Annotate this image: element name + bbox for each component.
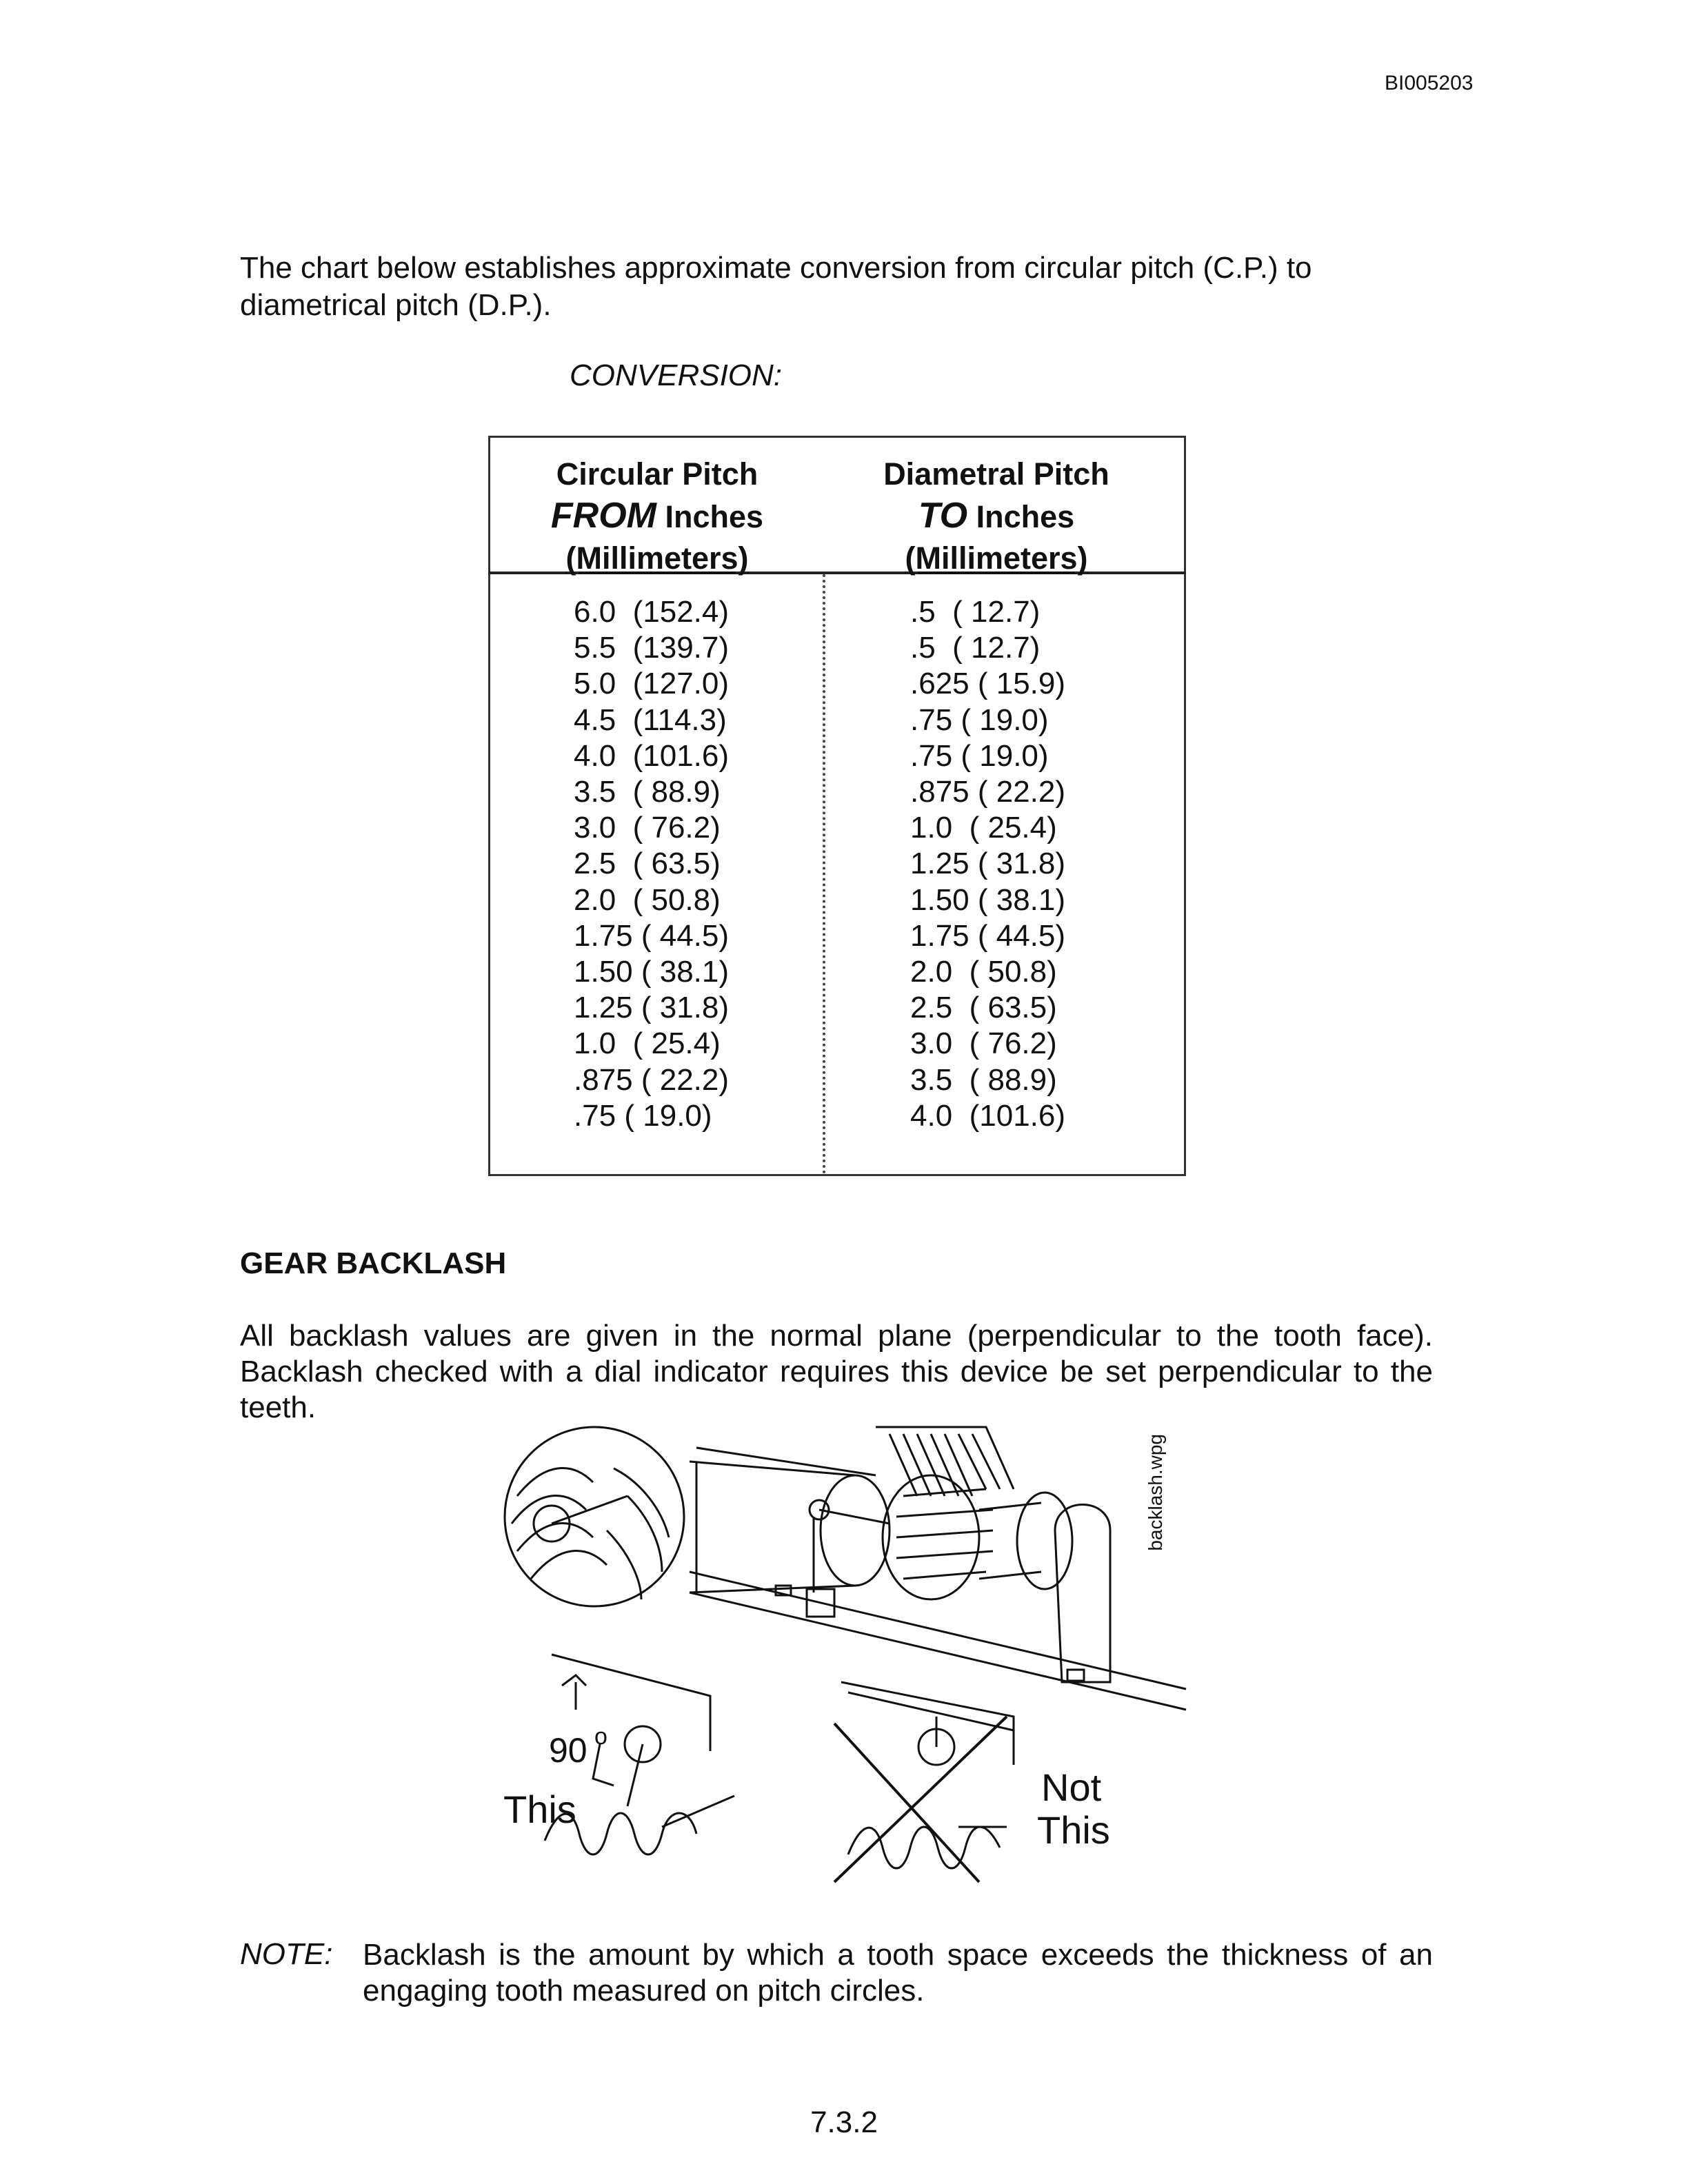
conversion-title <box>0 358 1688 393</box>
cp-cell: 4.0 (101.6) <box>574 738 730 773</box>
inset-circle <box>505 1427 684 1606</box>
circular-pitch-column <box>574 594 729 1134</box>
pinion-gear <box>883 1475 1072 1599</box>
bearing-block <box>1055 1505 1110 1683</box>
conversion-title-text: CONVERSION: <box>569 358 783 392</box>
dp-cell: 1.25 ( 31.8) <box>910 847 1066 881</box>
figure-caption: backlash.wpg <box>1145 1434 1166 1551</box>
correct-label: This <box>503 1788 576 1831</box>
cp-cell: 1.75 ( 44.5) <box>574 918 730 953</box>
dial-stand <box>776 1500 890 1617</box>
section-title: GEAR BACKLASH <box>240 1246 507 1280</box>
header-diametral-pitch <box>827 454 1165 579</box>
cp-cell: 5.0 (127.0) <box>574 667 730 701</box>
page-number: 7.3.2 <box>810 2105 878 2139</box>
cp-cell: 1.0 ( 25.4) <box>574 1027 721 1061</box>
header-right-line1: Diametral Pitch <box>883 456 1109 492</box>
cp-cell: 3.0 ( 76.2) <box>574 811 721 845</box>
header-circular-pitch <box>488 454 826 579</box>
header-left-line3: (Millimeters) <box>565 540 749 576</box>
angle-value-label: 90 <box>549 1731 587 1770</box>
cp-cell: 2.0 ( 50.8) <box>574 882 721 917</box>
incorrect-label-line1: Not <box>1041 1766 1102 1809</box>
note-label: NOTE: <box>240 1937 333 1971</box>
dp-cell: .75 ( 19.0) <box>910 702 1049 737</box>
cp-cell: 4.5 (114.3) <box>574 702 727 737</box>
dp-cell: .75 ( 19.0) <box>910 738 1049 773</box>
header-left-line2 <box>488 495 826 538</box>
cp-cell: 3.5 ( 88.9) <box>574 775 721 809</box>
shaft-housing <box>821 1475 890 1586</box>
dp-cell: 1.50 ( 38.1) <box>910 882 1066 917</box>
dp-cell: 1.75 ( 44.5) <box>910 918 1066 953</box>
header-left-line1: Circular Pitch <box>556 456 758 492</box>
dp-cell: .5 ( 12.7) <box>910 595 1041 629</box>
dp-cell: 3.0 ( 76.2) <box>910 1027 1057 1061</box>
dp-cell: 1.0 ( 25.4) <box>910 811 1057 845</box>
diametral-pitch-column <box>910 594 1065 1134</box>
incorrect-detail <box>834 1682 1014 1882</box>
dp-cell: 2.0 ( 50.8) <box>910 955 1057 989</box>
dp-cell: 4.0 (101.6) <box>910 1098 1066 1133</box>
cp-cell: 1.25 ( 31.8) <box>574 991 730 1025</box>
cp-cell: .75 ( 19.0) <box>574 1098 712 1133</box>
header-right-inches: Inches <box>967 499 1075 534</box>
table-column-divider <box>823 574 825 1174</box>
cp-cell: 1.50 ( 38.1) <box>574 955 730 989</box>
cp-cell: 2.5 ( 63.5) <box>574 847 721 881</box>
dp-cell: 2.5 ( 63.5) <box>910 991 1057 1025</box>
header-right-line3: (Millimeters) <box>905 540 1088 576</box>
angle-degree-label: o <box>594 1723 607 1750</box>
cp-cell: 5.5 (139.7) <box>574 631 730 665</box>
inset-gear-teeth <box>512 1468 669 1599</box>
dp-cell: .875 ( 22.2) <box>910 775 1066 809</box>
header-right-to: TO <box>918 496 968 536</box>
header-left-inches: Inches <box>656 499 764 534</box>
dp-cell: .5 ( 12.7) <box>910 631 1041 665</box>
cp-cell: .875 ( 22.2) <box>574 1062 730 1097</box>
backlash-paragraph: All backlash values are given in the normal plane (perpendicular to the tooth face). Backlash checked with a dial indicator requires this device be set perpendicular to the teeth. <box>240 1319 1433 1424</box>
intro-paragraph: The chart below establishes approximate conversion from circular pitch (C.P.) to diametrical pitch (D.P.). <box>240 251 1312 322</box>
note-text: Backlash is the amount by which a tooth space exceeds the thickness of an engaging tooth measured on pitch circles. <box>363 1938 1433 2008</box>
document-id: BI005203 <box>1385 72 1474 94</box>
cross-line-2 <box>834 1717 1007 1882</box>
incorrect-label-line2: This <box>1037 1808 1110 1852</box>
large-gear-segment <box>876 1427 1014 1496</box>
dp-cell: .625 ( 15.9) <box>910 667 1066 701</box>
header-left-from: FROM <box>550 496 657 536</box>
base-plate <box>690 1572 1186 1710</box>
dp-cell: 3.5 ( 88.9) <box>910 1062 1057 1097</box>
cp-cell: 6.0 (152.4) <box>574 595 730 629</box>
header-right-line2 <box>827 495 1165 538</box>
bolt-right <box>1067 1670 1084 1681</box>
